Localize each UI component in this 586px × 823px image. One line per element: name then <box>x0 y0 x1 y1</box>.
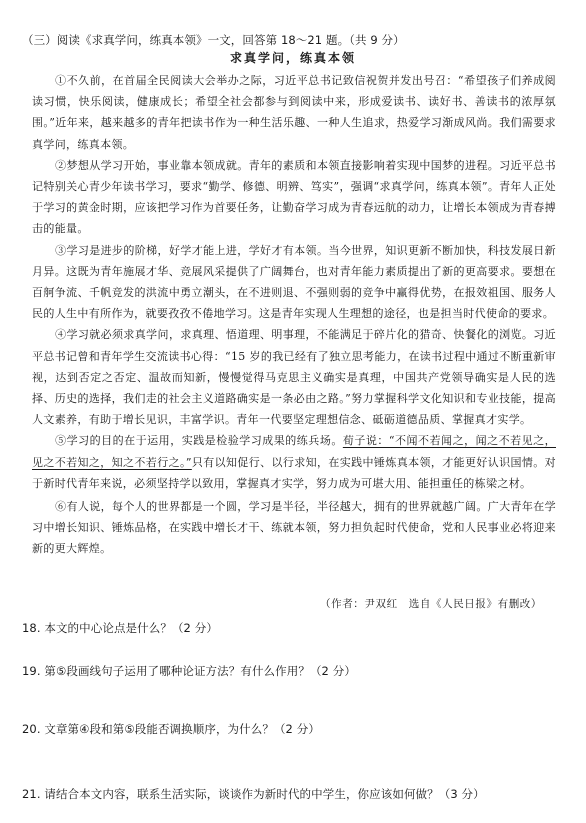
question-18: 18. 本文的中心论点是什么？（2 分） <box>22 621 218 635</box>
paragraph-1: ①不久前，在首届全民阅读大会举办之际，习近平总书记致信祝贺并发出号召：“希望孩子们养成阅读习惯，快乐阅读，健康成长；希望全社会都参与到阅读中来，形成爱读书、读好书、善读书的浓厚氛围。”近年来，越来越多的青年把读书作为一种生活乐趣、一种人生追求，热爱学习渐成风尚。我们需要求真学问，练真本领。 <box>32 74 556 151</box>
paragraph-5-lead: ⑤学习的目的在于运用，实践是检验学习成果的练兵场。 <box>55 434 343 448</box>
article-source: （作者：尹双红 选自《人民日报》有删改） <box>320 598 542 610</box>
question-21: 21. 请结合本文内容，联系生活实际，谈谈作为新时代的中学生，你应该如何做？（3 分） <box>22 787 485 801</box>
paragraph-3: ③学习是进步的阶梯，好学才能上进，学好才有本领。当今世界，知识更新不断加快，科技发展日新月异。这既为青年施展才华、竞展风采提供了广阔舞台，也对青年能力素质提出了新的更高要求。要想在百舸争流、千帆竞发的洪流中勇立潮头，在不进则退、不强则弱的竞争中赢得优势，在报效祖国、服务人民的人生中有所作为，就要孜孜不倦地学习。这是青年实现人生理想的途径，也是担当时代使命的要求。 <box>32 243 556 321</box>
section-heading: （三）阅读《求真学问，练真本领》一文，回答第 18～21 题。（共 9 分） <box>22 33 405 47</box>
paragraph-4: ④学习就必须求真学问，求真理、悟道理、明事理，不能满足于碎片化的猎奇、快餐化的浏览。习近平总书记曾和青年学生交流读书心得：“15 岁的我已经有了独立思考能力，在读书过程中通过不断重新审视，达到否定之否定、温故而知新，慢慢觉得马克思主义确实是真理，中国共产党领导确实是人民的选择、历史的选择，我们走的社会主义道路确实是一条必由之路。”努力掌握科学文化知识和专业技能，提高人文素养，有助于增长见识，丰富学识。青年一代要坚定理想信念、砥砺道德品质、掌握真才实学。 <box>32 328 556 427</box>
underlined-quote: 荀子说：“不闻不若闻之，闻之不若见之，见之不若知之，知之不若行之。” <box>32 434 556 469</box>
paragraph-5 <box>32 430 556 494</box>
article-title: 求真学问，练真本领 <box>229 51 356 65</box>
question-20: 20. 文章第④段和第⑤段能否调换顺序，为什么？（2 分） <box>22 722 320 736</box>
paragraph-6: ⑥有人说，每个人的世界都是一个圆，学习是半径，半径越大，拥有的世界就越广阔。广大青年在学习中增长知识、锤炼品格，在实践中增长才干、练就本领，努力担负起时代使命，党和人民事业必将迎来新的更大辉煌。 <box>32 500 556 556</box>
question-19: 19. 第⑤段画线句子运用了哪种论证方法？有什么作用？（2 分） <box>22 664 356 678</box>
paragraph-5-tail: 只有以知促行、以行求知，在实践中锤炼真本领，才能更好认识国情。对于新时代青年来说，必须坚持学以致用，掌握真才实学，努力成为可堪大用、能担重任的栋梁之材。 <box>32 455 556 490</box>
article-body <box>32 70 556 560</box>
paragraph-2: ②梦想从学习开始，事业靠本领成就。青年的素质和本领直接影响着实现中国梦的进程。习近平总书记特别关心青少年读书学习，要求“勤学、修德、明辨、笃实”，强调“求真学问，练真本领”。青年人正处于学习的黄金时期，应该把学习作为首要任务，让勤奋学习成为青春远航的动力，让增长本领成为青春搏击的能量。 <box>32 158 556 236</box>
